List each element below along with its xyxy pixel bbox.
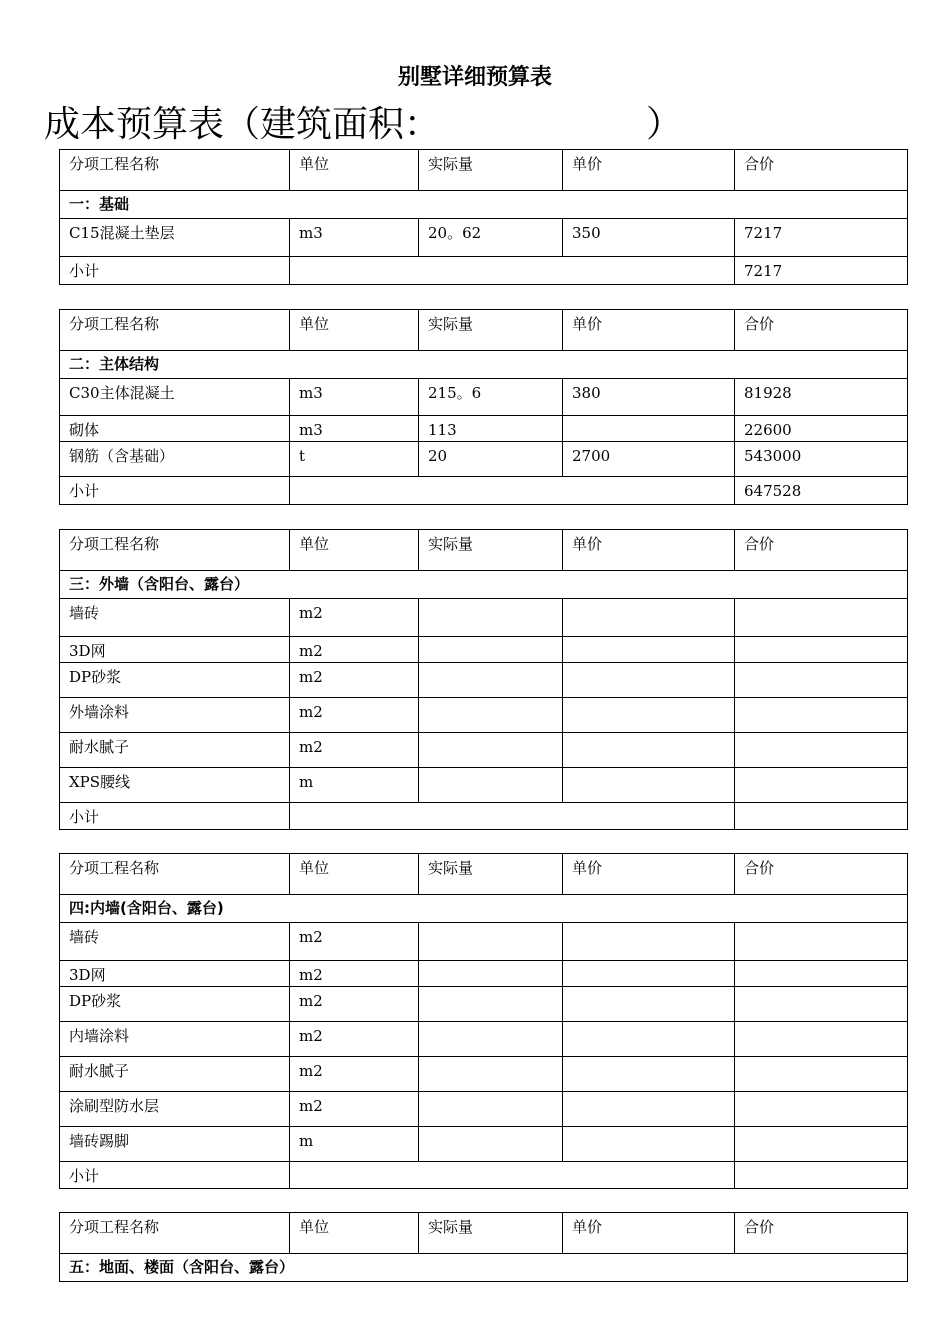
item-quantity (419, 1127, 563, 1162)
subtotal-value: 647528 (735, 477, 908, 505)
item-unit-price (563, 1057, 735, 1092)
item-unit-price (563, 987, 735, 1022)
item-unit: m2 (290, 1057, 419, 1092)
item-unit: m (290, 1127, 419, 1162)
header-item-name: 分项工程名称 (60, 530, 290, 571)
table-row (60, 1127, 908, 1162)
item-unit-price (563, 1022, 735, 1057)
section-header-row (60, 571, 908, 599)
subtotal-row (60, 257, 908, 285)
subtotal-label: 小计 (60, 477, 290, 505)
item-name: 砌体 (60, 416, 290, 442)
table-row (60, 1092, 908, 1127)
header-row (60, 310, 908, 351)
item-quantity: 20。62 (419, 219, 563, 257)
item-total (735, 663, 908, 698)
item-unit-price (563, 416, 735, 442)
header-quantity: 实际量 (419, 150, 563, 191)
page-subtitle: 成本预算表（建筑面积： ） (44, 104, 682, 145)
header-quantity: 实际量 (419, 310, 563, 351)
item-unit-price (563, 961, 735, 987)
header-quantity: 实际量 (419, 530, 563, 571)
item-unit: m2 (290, 923, 419, 961)
item-name: 墙砖踢脚 (60, 1127, 290, 1162)
item-unit: m2 (290, 599, 419, 637)
item-unit-price (563, 698, 735, 733)
item-unit: m3 (290, 379, 419, 416)
item-unit: m2 (290, 1022, 419, 1057)
budget-table-main-structure (59, 309, 908, 505)
item-unit: m2 (290, 637, 419, 663)
item-unit-price (563, 599, 735, 637)
item-quantity (419, 1022, 563, 1057)
header-unit-price: 单价 (563, 854, 735, 895)
item-unit: m2 (290, 987, 419, 1022)
header-quantity: 实际量 (419, 1213, 563, 1254)
subtotal-label: 小计 (60, 803, 290, 830)
item-total (735, 1092, 908, 1127)
item-total: 22600 (735, 416, 908, 442)
item-total (735, 923, 908, 961)
header-unit: 单位 (290, 1213, 419, 1254)
item-quantity (419, 987, 563, 1022)
subtotal-row (60, 477, 908, 505)
header-total: 合价 (735, 530, 908, 571)
header-unit: 单位 (290, 150, 419, 191)
header-item-name: 分项工程名称 (60, 854, 290, 895)
subtotal-value: 7217 (735, 257, 908, 285)
table-row (60, 1022, 908, 1057)
item-total (735, 1057, 908, 1092)
header-item-name: 分项工程名称 (60, 150, 290, 191)
table-row (60, 219, 908, 257)
item-name: 钢筋（含基础） (60, 442, 290, 477)
section-title: 五：地面、楼面（含阳台、露台） (60, 1254, 908, 1282)
subtotal-blank (290, 257, 735, 285)
header-row (60, 150, 908, 191)
item-name: C30主体混凝土 (60, 379, 290, 416)
table-row (60, 599, 908, 637)
header-unit-price: 单价 (563, 530, 735, 571)
item-quantity (419, 663, 563, 698)
item-name: 墙砖 (60, 923, 290, 961)
table-row (60, 379, 908, 416)
budget-table-foundation (59, 149, 908, 285)
budget-table-interior-wall (59, 853, 908, 1189)
page-title: 别墅详细预算表 (397, 65, 552, 90)
item-quantity: 215。6 (419, 379, 563, 416)
item-name: 3D网 (60, 637, 290, 663)
item-total: 543000 (735, 442, 908, 477)
item-unit: m3 (290, 219, 419, 257)
item-total (735, 987, 908, 1022)
budget-table-floor (59, 1212, 908, 1282)
item-unit-price (563, 768, 735, 803)
subtotal-row (60, 1162, 908, 1189)
item-name: 3D网 (60, 961, 290, 987)
subtotal-blank (290, 803, 735, 830)
item-name: C15混凝土垫层 (60, 219, 290, 257)
item-quantity (419, 1057, 563, 1092)
subtotal-value (735, 803, 908, 830)
table-row (60, 961, 908, 987)
table-row (60, 416, 908, 442)
item-name: DP砂浆 (60, 987, 290, 1022)
header-total: 合价 (735, 1213, 908, 1254)
item-total: 7217 (735, 219, 908, 257)
item-quantity (419, 768, 563, 803)
item-total (735, 599, 908, 637)
item-unit: m3 (290, 416, 419, 442)
header-unit-price: 单价 (563, 150, 735, 191)
item-unit: m2 (290, 961, 419, 987)
item-unit-price (563, 1127, 735, 1162)
table-row (60, 698, 908, 733)
item-quantity (419, 733, 563, 768)
table-row (60, 768, 908, 803)
header-row (60, 854, 908, 895)
table-row (60, 1057, 908, 1092)
header-unit-price: 单价 (563, 1213, 735, 1254)
item-total (735, 961, 908, 987)
item-unit: m2 (290, 698, 419, 733)
header-unit: 单位 (290, 310, 419, 351)
section-header-row (60, 351, 908, 379)
section-title: 四:内墙(含阳台、露台) (60, 895, 908, 923)
item-unit-price: 380 (563, 379, 735, 416)
table-row (60, 923, 908, 961)
item-total (735, 768, 908, 803)
item-name: DP砂浆 (60, 663, 290, 698)
item-total: 81928 (735, 379, 908, 416)
table-row (60, 733, 908, 768)
item-quantity (419, 1092, 563, 1127)
subtotal-blank (290, 1162, 735, 1189)
item-unit: m2 (290, 733, 419, 768)
subtotal-label: 小计 (60, 257, 290, 285)
item-quantity (419, 961, 563, 987)
item-unit: m (290, 768, 419, 803)
header-unit: 单位 (290, 530, 419, 571)
item-name: 耐水腻子 (60, 733, 290, 768)
item-total (735, 637, 908, 663)
item-name: XPS腰线 (60, 768, 290, 803)
table-row (60, 637, 908, 663)
item-quantity (419, 698, 563, 733)
item-unit-price: 350 (563, 219, 735, 257)
header-item-name: 分项工程名称 (60, 310, 290, 351)
table-row (60, 442, 908, 477)
item-unit-price (563, 923, 735, 961)
table-row (60, 987, 908, 1022)
section-header-row (60, 1254, 908, 1282)
item-total (735, 733, 908, 768)
section-title: 三：外墙（含阳台、露台） (60, 571, 908, 599)
subtotal-value (735, 1162, 908, 1189)
header-row (60, 1213, 908, 1254)
section-title: 二：主体结构 (60, 351, 908, 379)
item-total (735, 1127, 908, 1162)
subtotal-blank (290, 477, 735, 505)
item-name: 墙砖 (60, 599, 290, 637)
item-quantity: 20 (419, 442, 563, 477)
item-name: 耐水腻子 (60, 1057, 290, 1092)
header-item-name: 分项工程名称 (60, 1213, 290, 1254)
item-unit: m2 (290, 663, 419, 698)
item-unit-price (563, 733, 735, 768)
item-unit-price: 2700 (563, 442, 735, 477)
item-unit-price (563, 637, 735, 663)
header-total: 合价 (735, 150, 908, 191)
item-total (735, 1022, 908, 1057)
item-quantity (419, 637, 563, 663)
item-name: 内墙涂料 (60, 1022, 290, 1057)
section-title: 一：基础 (60, 191, 908, 219)
item-quantity: 113 (419, 416, 563, 442)
item-name: 外墙涂料 (60, 698, 290, 733)
budget-table-exterior-wall (59, 529, 908, 830)
header-quantity: 实际量 (419, 854, 563, 895)
item-unit-price (563, 1092, 735, 1127)
header-unit: 单位 (290, 854, 419, 895)
section-header-row (60, 191, 908, 219)
item-name: 涂刷型防水层 (60, 1092, 290, 1127)
item-quantity (419, 599, 563, 637)
section-header-row (60, 895, 908, 923)
table-row (60, 663, 908, 698)
item-total (735, 698, 908, 733)
item-unit: t (290, 442, 419, 477)
subtotal-row (60, 803, 908, 830)
item-unit-price (563, 663, 735, 698)
subtotal-label: 小计 (60, 1162, 290, 1189)
header-total: 合价 (735, 310, 908, 351)
header-total: 合价 (735, 854, 908, 895)
header-row (60, 530, 908, 571)
item-unit: m2 (290, 1092, 419, 1127)
item-quantity (419, 923, 563, 961)
header-unit-price: 单价 (563, 310, 735, 351)
